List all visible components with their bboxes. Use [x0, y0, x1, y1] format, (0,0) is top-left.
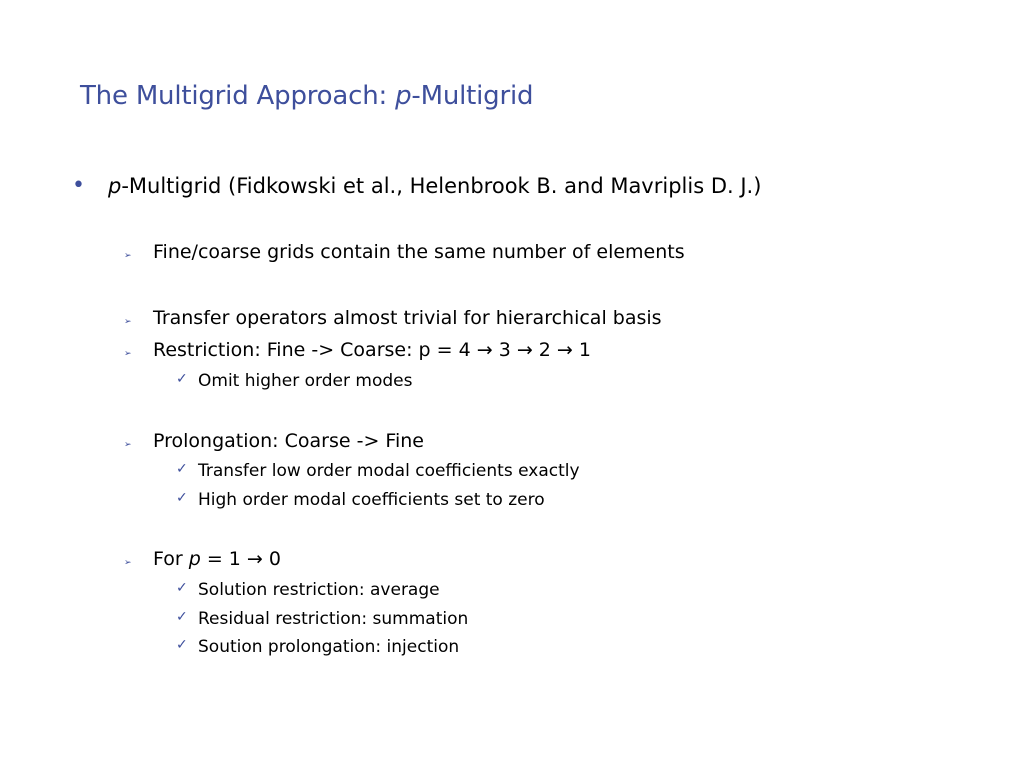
sub-sub-bullet-high-order-zero: High order modal coefficients set to zero: [198, 490, 545, 510]
bullet-pmultigrid: [108, 174, 761, 198]
check-icon: ✓: [176, 371, 188, 387]
for-italic-p: p: [188, 548, 201, 570]
title-suffix: -Multigrid: [411, 81, 534, 111]
sub-bullet-for-p: [153, 548, 281, 570]
bullet-italic-p: p: [108, 174, 122, 198]
arrow-bullet-icon: ➢: [124, 251, 132, 261]
for-suffix: = 1 → 0: [200, 548, 281, 570]
slide-title: [80, 81, 533, 111]
sub-bullet-transfer-operators: Transfer operators almost trivial for hierarchical basis: [153, 307, 662, 329]
title-italic-p: p: [395, 81, 412, 111]
sub-bullet-fine-coarse-grids: Fine/coarse grids contain the same number of elements: [153, 241, 685, 263]
check-icon: ✓: [176, 637, 188, 653]
arrow-bullet-icon: ➢: [124, 558, 132, 568]
bullet-text: -Multigrid (Fidkowski et al., Helenbrook B. and Mavriplis D. J.): [121, 174, 762, 198]
sub-bullet-restriction: Restriction: Fine -> Coarse: p = 4 → 3 → 2 → 1: [153, 339, 591, 361]
check-icon: ✓: [176, 580, 188, 596]
sub-sub-bullet-solution-restriction: Solution restriction: average: [198, 580, 440, 600]
arrow-bullet-icon: ➢: [124, 440, 132, 450]
check-icon: ✓: [176, 609, 188, 625]
sub-sub-bullet-omit-modes: Omit higher order modes: [198, 371, 413, 391]
for-prefix: For: [153, 548, 189, 570]
bullet-dot-icon: •: [72, 173, 85, 198]
sub-sub-bullet-residual-restriction: Residual restriction: summation: [198, 609, 469, 629]
sub-bullet-prolongation: Prolongation: Coarse -> Fine: [153, 430, 424, 452]
check-icon: ✓: [176, 461, 188, 477]
sub-sub-bullet-transfer-low-order: Transfer low order modal coefficients exactly: [198, 461, 580, 481]
sub-sub-bullet-solution-prolongation: Soution prolongation: injection: [198, 637, 460, 657]
arrow-bullet-icon: ➢: [124, 349, 132, 359]
title-prefix: The Multigrid Approach:: [80, 81, 396, 111]
arrow-bullet-icon: ➢: [124, 317, 132, 327]
check-icon: ✓: [176, 490, 188, 506]
